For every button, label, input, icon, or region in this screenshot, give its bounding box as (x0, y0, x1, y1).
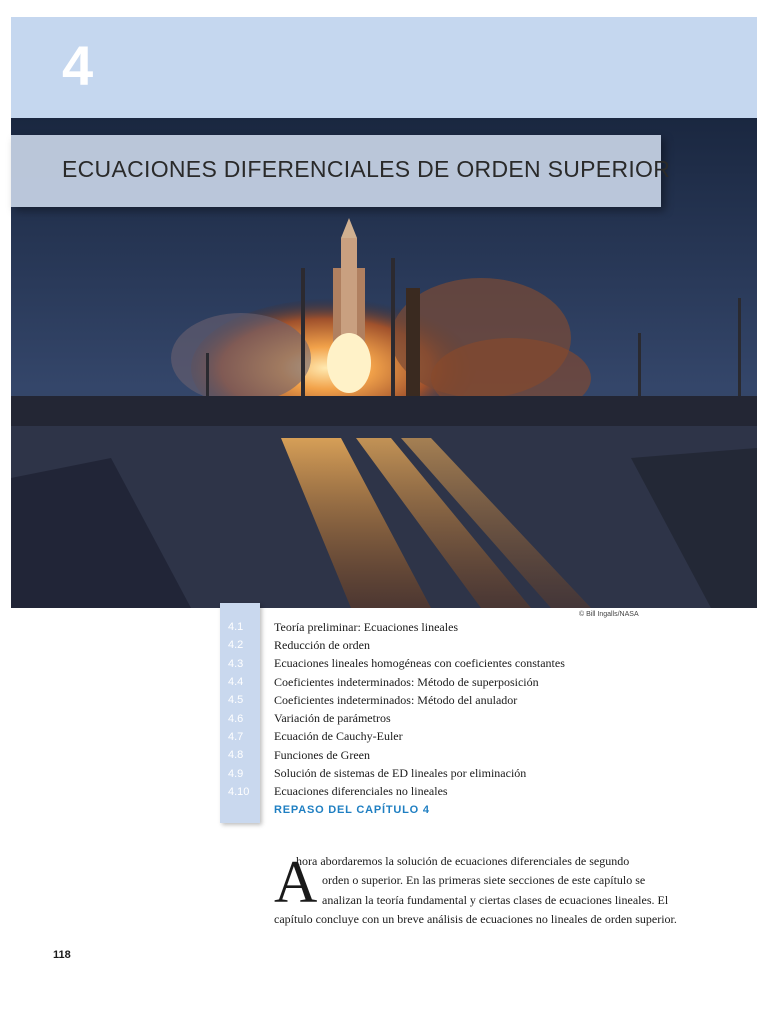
toc-item-number: 4.10 (228, 785, 250, 798)
toc-item[interactable] (228, 655, 648, 673)
toc-item-label: Coeficientes indeterminados: Método del anulador (274, 692, 518, 707)
chapter-review-link[interactable]: REPASO DEL CAPÍTULO 4 (274, 804, 430, 817)
toc-item[interactable] (228, 709, 648, 727)
toc-item-number: 4.3 (228, 657, 244, 670)
toc-item[interactable] (228, 673, 648, 691)
toc-item-label: Teoría preliminar: Ecuaciones lineales (274, 619, 459, 634)
intro-line: hora abordaremos la solución de ecuaciones diferenciales de segundo (296, 854, 630, 868)
table-of-contents (228, 618, 648, 819)
toc-item-label: Funciones de Green (274, 747, 370, 762)
toc-review-row[interactable] (228, 801, 648, 819)
intro-line: orden o superior. En las primeras siete secciones de este capítulo se (322, 873, 646, 887)
intro-line: capítulo concluye con un breve análisis de ecuaciones no lineales de orden superior. (274, 912, 677, 926)
chapter-title: ECUACIONES DIFERENCIALES DE ORDEN SUPERIOR (62, 156, 671, 182)
toc-item[interactable] (228, 746, 648, 764)
intro-line: analizan la teoría fundamental y ciertas clases de ecuaciones lineales. El (322, 893, 669, 907)
toc-item-number: 4.5 (228, 694, 244, 707)
toc-item-number: 4.8 (228, 749, 244, 762)
page-number: 118 (53, 949, 71, 961)
toc-item[interactable] (228, 728, 648, 746)
toc-item-label: Coeficientes indeterminados: Método de superposición (274, 674, 539, 689)
photo-credit: © Bill Ingalls/NASA (579, 611, 639, 618)
chapter-number: 4 (62, 34, 94, 97)
toc-item-number: 4.9 (228, 767, 244, 780)
toc-item-number: 4.2 (228, 639, 244, 652)
toc-item-label: Solución de sistemas de ED lineales por eliminación (274, 766, 527, 781)
toc-item[interactable] (228, 764, 648, 782)
toc-item-label: Ecuación de Cauchy-Euler (274, 729, 403, 744)
toc-item-number: 4.6 (228, 712, 244, 725)
toc-item[interactable] (228, 636, 648, 654)
toc-item-number: 4.7 (228, 730, 244, 743)
toc-item-label: Variación de parámetros (274, 711, 391, 726)
toc-item[interactable] (228, 691, 648, 709)
chapter-header-band (11, 17, 757, 118)
toc-item-label: Ecuaciones lineales homogéneas con coeficientes constantes (274, 656, 565, 671)
toc-item[interactable] (228, 783, 648, 801)
toc-item-label: Reducción de orden (274, 637, 370, 652)
toc-item-number: 4.4 (228, 676, 244, 689)
intro-drop-cap: A (274, 849, 318, 915)
toc-item[interactable] (228, 618, 648, 636)
toc-item-label: Ecuaciones diferenciales no lineales (274, 784, 448, 799)
toc-item-number: 4.1 (228, 621, 244, 634)
